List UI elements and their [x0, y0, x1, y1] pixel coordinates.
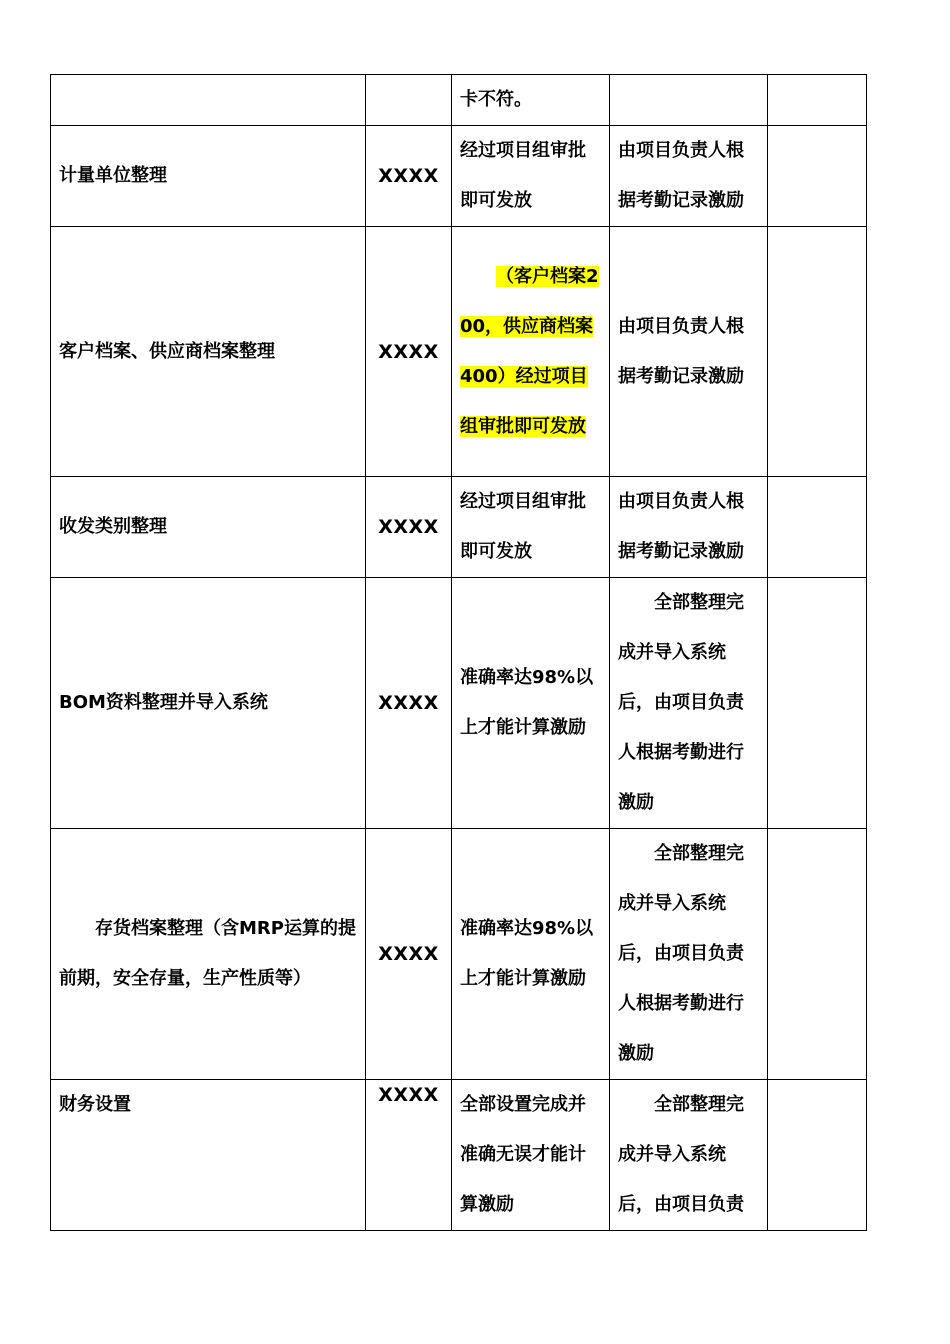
- incentive-cell: 全部整理完成并导入系统后，由项目负责人根据考勤进行激励: [610, 829, 768, 1080]
- code-cell: XXXX: [366, 227, 452, 477]
- item-cell: 收发类别整理: [51, 477, 366, 578]
- note-cell: [768, 227, 867, 477]
- table-row: [51, 1080, 867, 1231]
- note-cell: [768, 75, 867, 126]
- code-cell: XXXX: [366, 829, 452, 1080]
- item-cell: [51, 75, 366, 126]
- table-row: [51, 75, 867, 126]
- condition-cell: 经过项目组审批即可发放: [452, 126, 610, 227]
- incentive-table: [50, 74, 867, 1231]
- condition-cell: [452, 227, 610, 477]
- item-cell: 存货档案整理（含MRP运算的提前期，安全存量，生产性质等）: [51, 829, 366, 1080]
- note-cell: [768, 126, 867, 227]
- table-row: [51, 477, 867, 578]
- table-row: [51, 227, 867, 477]
- table-row: [51, 578, 867, 829]
- condition-cell: 全部设置完成并准确无误才能计算激励: [452, 1080, 610, 1231]
- code-cell: [366, 75, 452, 126]
- condition-cell: 卡不符。: [452, 75, 610, 126]
- note-cell: [768, 477, 867, 578]
- code-cell: XXXX: [366, 578, 452, 829]
- condition-cell: 准确率达98%以上才能计算激励: [452, 829, 610, 1080]
- condition-cell: 经过项目组审批即可发放: [452, 477, 610, 578]
- table-row: [51, 126, 867, 227]
- note-cell: [768, 1080, 867, 1231]
- incentive-cell: 由项目负责人根据考勤记录激励: [610, 227, 768, 477]
- incentive-cell: 由项目负责人根据考勤记录激励: [610, 126, 768, 227]
- condition-cell: 准确率达98%以上才能计算激励: [452, 578, 610, 829]
- item-cell: 计量单位整理: [51, 126, 366, 227]
- item-cell: 财务设置: [51, 1080, 366, 1231]
- code-cell: XXXX: [366, 1080, 452, 1231]
- item-cell: BOM资料整理并导入系统: [51, 578, 366, 829]
- table-row: [51, 829, 867, 1080]
- incentive-cell: 全部整理完成并导入系统后，由项目负责人根据考勤进行激励: [610, 578, 768, 829]
- code-cell: XXXX: [366, 477, 452, 578]
- incentive-cell: [610, 75, 768, 126]
- note-cell: [768, 829, 867, 1080]
- highlighted-text: （客户档案200，供应商档案400）经过项目组审批即可发放: [460, 265, 599, 437]
- note-cell: [768, 578, 867, 829]
- incentive-cell: 全部整理完成并导入系统后，由项目负责: [610, 1080, 768, 1231]
- code-cell: XXXX: [366, 126, 452, 227]
- incentive-cell: 由项目负责人根据考勤记录激励: [610, 477, 768, 578]
- item-cell: 客户档案、供应商档案整理: [51, 227, 366, 477]
